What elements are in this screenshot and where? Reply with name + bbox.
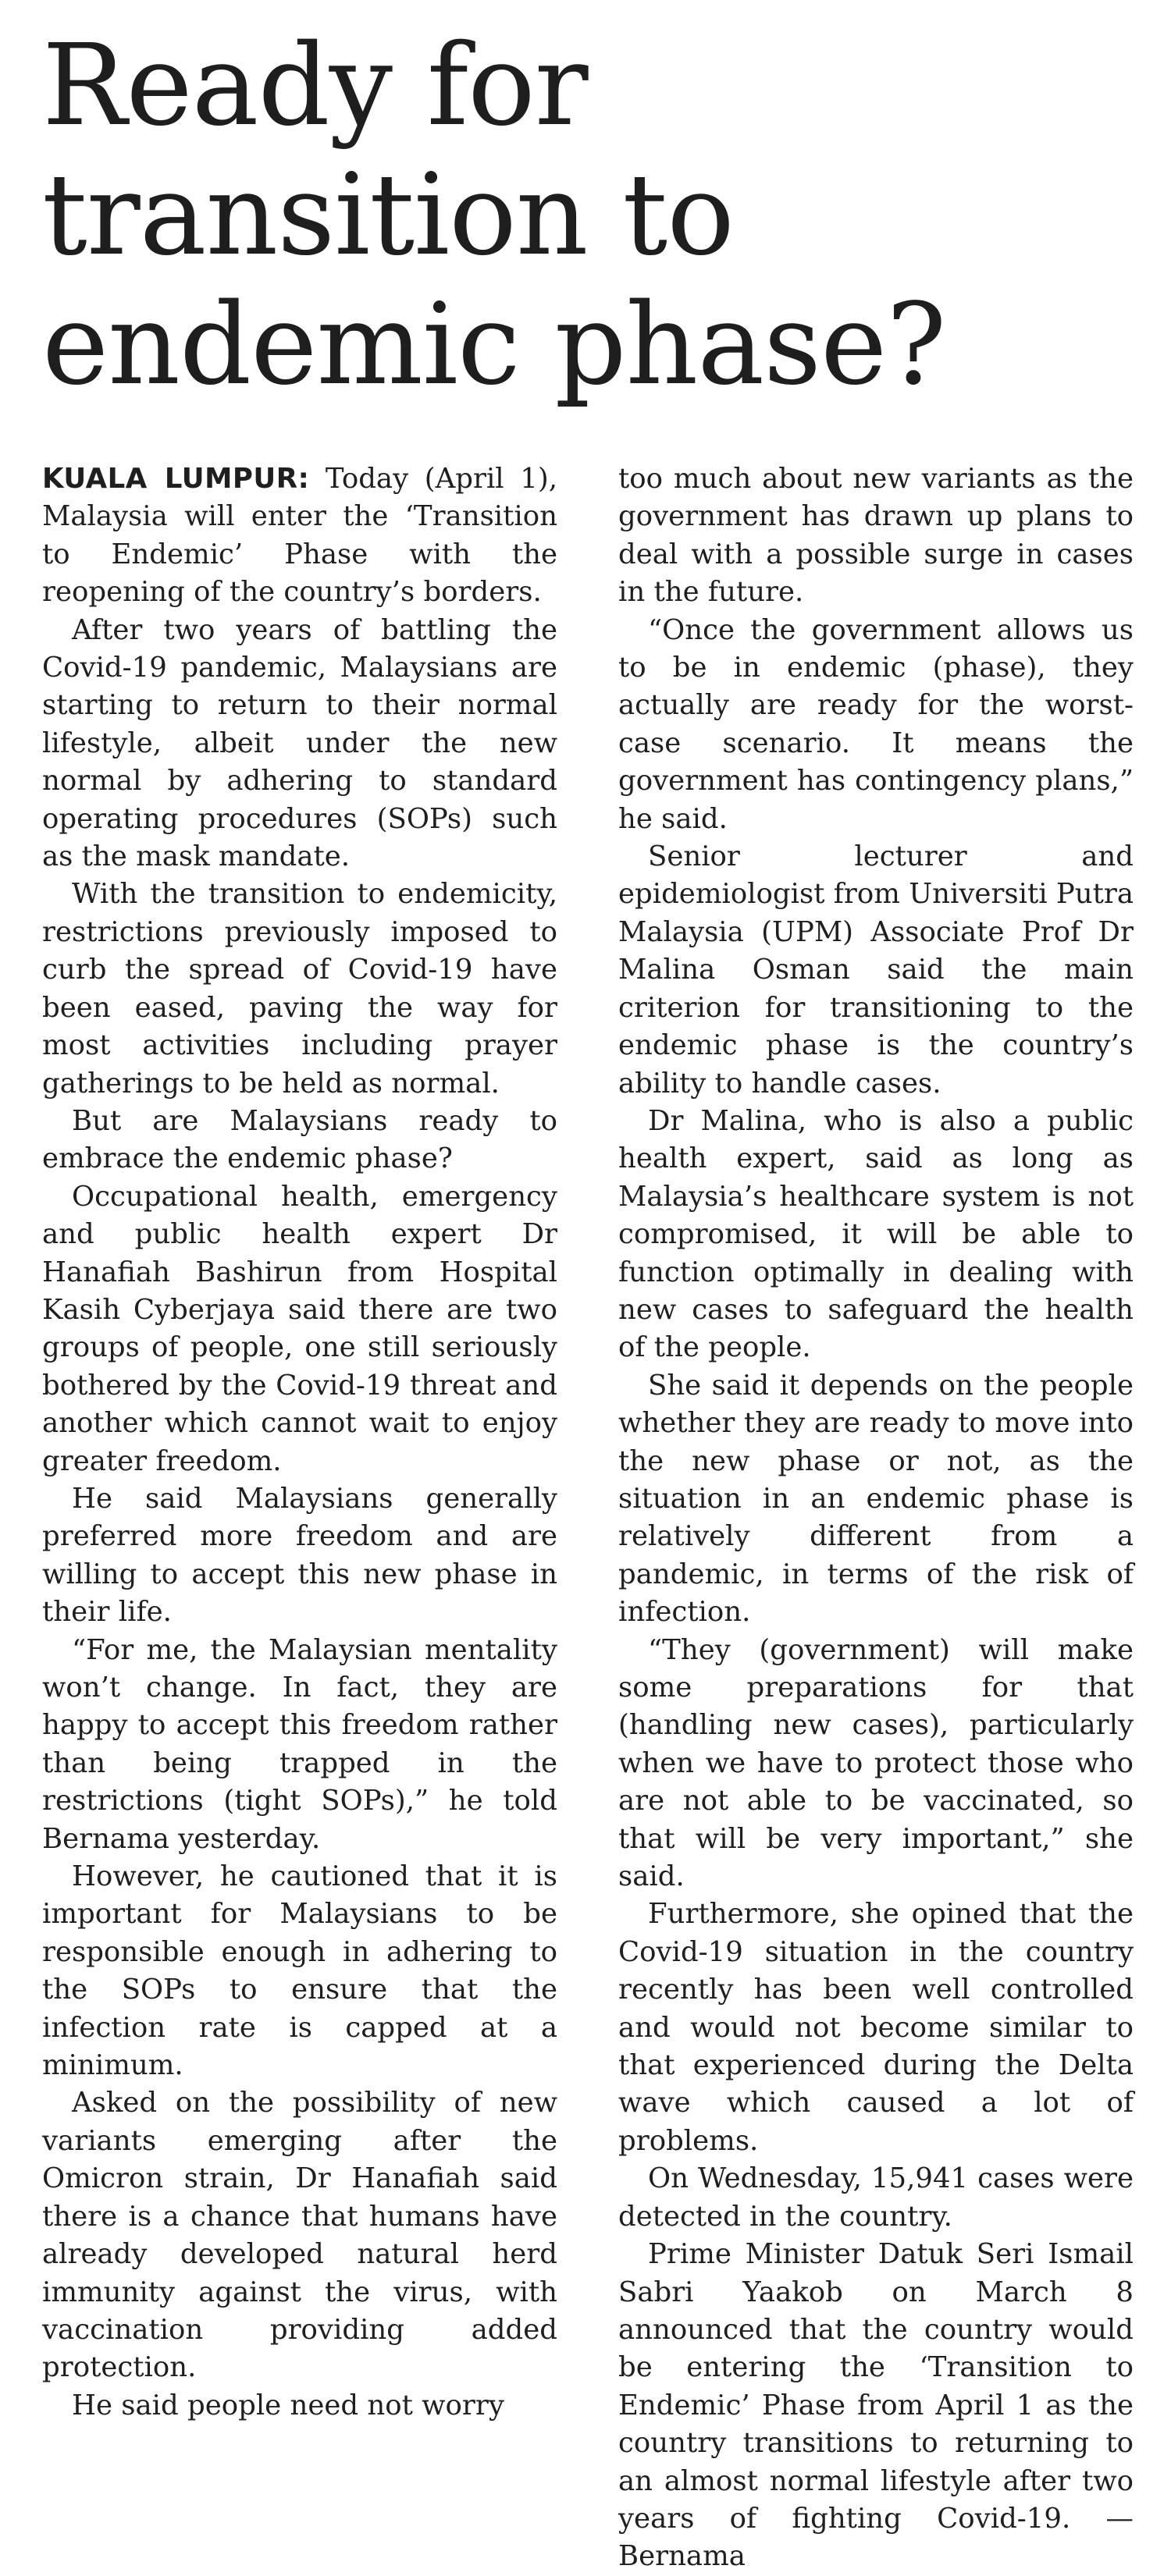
paragraph: “For me, the Malaysian mentality won’t change. In fact, they are happy to accept this freedom rather than being trapped in the restrictions (tight SOPs),” he told Bernama yesterday. (42, 1633, 557, 1855)
paragraph: On Wednesday, 15,941 cases were detected in the country. (618, 2162, 1134, 2233)
paragraph: After two years of battling the Covid-19 pandemic, Malaysians are starting to return to their normal lifestyle, albeit under the new normal by adhering to standard operating procedures (SOPs) such as the mask mandate. (42, 613, 557, 873)
paragraph: With the transition to endemicity, restrictions previously imposed to curb the spread of Covid-19 have been eased, paving the way for most activities including prayer gatherings to be held as normal. (42, 878, 557, 1100)
paragraph: Furthermore, she opined that the Covid-19 situation in the country recently has been well controlled and would not become similar to that experienced during the Delta wave which caused a lot of problems. (618, 1898, 1134, 2157)
headline: Ready for transition to endemic phase? (42, 20, 946, 410)
paragraph: Occupational health, emergency and public health expert Dr Hanafiah Bashirun from Hospital Kasih Cyberjaya said there are two groups of people, one still seriously bothered by the Covid-19 threat and another which cannot wait to enjoy greater freedom. (42, 1180, 557, 1477)
paragraph: He said people need not worry (72, 2389, 504, 2421)
paragraph: Prime Minister Datuk Seri Ismail Sabri Yaakob on March 8 announced that the country would be entering the ‘Transition to Endemic’ Phase from April 1 as the country transitions to returning to an almost normal lifestyle after two years of fighting Covid-19. —Bernama (618, 2238, 1134, 2573)
paragraph: Dr Malina, who is also a public health expert, said as long as Malaysia’s healthcare system is not compromised, it will be able to function optimally in dealing with new cases to safeguard the health of the people. (618, 1104, 1134, 1364)
paragraph: “They (government) will make some preparations for that (handling new cases), particularly when we have to protect those who are not able to be vaccinated, so that will be very important,” she said. (618, 1633, 1134, 1893)
column-left (42, 460, 557, 2576)
paragraph: “Once the government allows us to be in endemic (phase), they actually are ready for the worst-case scenario. It means the government has contingency plans,” he said. (618, 613, 1134, 835)
paragraph: Asked on the possibility of new variants emerging after the Omicron strain, Dr Hanafiah said there is a chance that humans have already developed natural herd immunity against the virus, with vaccination providing added protection. (42, 2087, 557, 2384)
article-body (42, 460, 1134, 2576)
paragraph: Senior lecturer and epidemiologist from Universiti Putra Malaysia (UPM) Associate Prof Dr Malina Osman said the main criterion for transitioning to the endemic phase is the country’s ability to handle cases. (618, 840, 1134, 1100)
paragraph: She said it depends on the people whether they are ready to move into the new phase or not, as the situation in an endemic phase is relatively different from a pandemic, in terms of the risk of infection. (618, 1369, 1134, 1629)
paragraph: He said Malaysians generally preferred more freedom and are willing to accept this new phase in their life. (42, 1482, 557, 1629)
column-right (618, 460, 1134, 2576)
paragraph: However, he cautioned that it is important for Malaysians to be responsible enough in adhering to the SOPs to ensure that the infection rate is capped at a minimum. (42, 1860, 557, 2082)
paragraph-continued: too much about new variants as the government has drawn up plans to deal with a possible surge in cases in the future. (618, 463, 1134, 609)
dateline: KUALA LUMPUR: (42, 463, 310, 495)
paragraph (42, 460, 557, 612)
paragraph-text: Today (April 1), Malaysia will enter the ‘Transition to Endemic’ Phase with the reopening of the country’s borders. (42, 463, 557, 609)
paragraph: But are Malaysians ready to embrace the endemic phase? (42, 1104, 557, 1175)
